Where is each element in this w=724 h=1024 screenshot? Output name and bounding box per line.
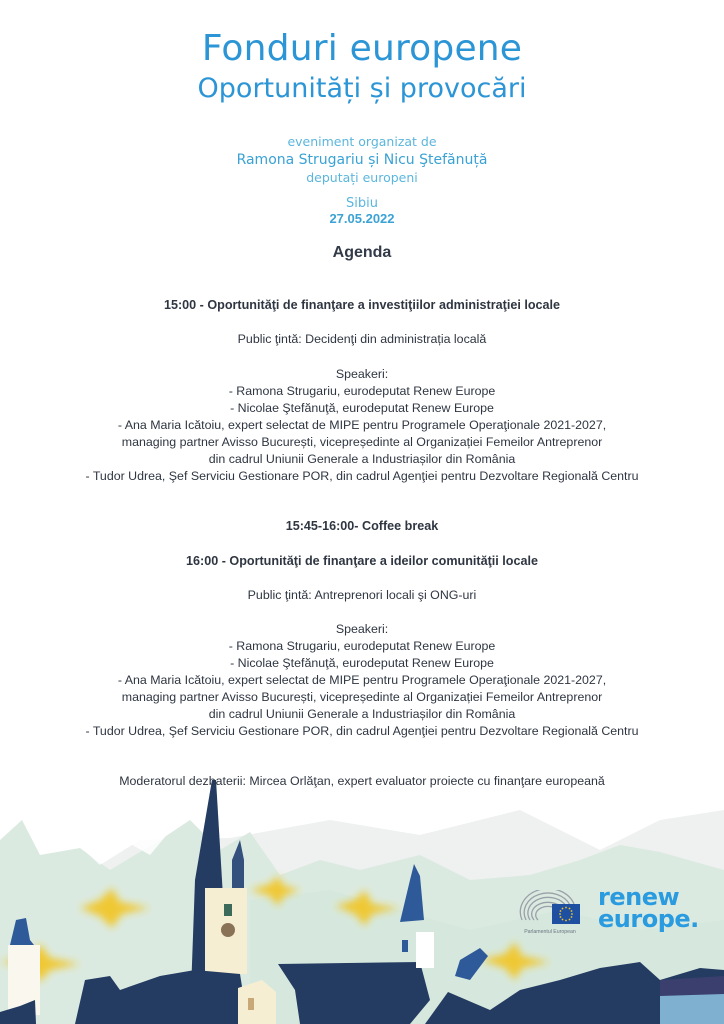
coffee-break: 15:45-16:00- Coffee break	[285, 519, 439, 533]
renew-logo-line-1: renew	[598, 883, 680, 911]
speakers-label: Speakeri:	[335, 367, 389, 381]
speaker-line: din cadrul Uniunii Generale a Industriașilor din România	[208, 452, 516, 466]
organized-by-label: eveniment organizat de	[287, 134, 437, 149]
session-1-heading: 15:00 - Oportunităţi de finanţare a investiţiilor administraţiei locale	[163, 298, 561, 312]
speaker-line: din cadrul Uniunii Generale a Industriașilor din România	[208, 707, 516, 721]
agenda-heading: Agenda	[332, 244, 392, 261]
town-roofs-left	[75, 970, 248, 1024]
speaker-line: - Ana Maria Icătoiu, expert selectat de MIPE pentru Programele Operaţionale 2021-2027,	[117, 418, 607, 432]
speakers-label: Speakeri:	[335, 622, 389, 636]
session-1-audience: Public ţintă: Decidenţi din administrația locală	[237, 332, 487, 346]
speaker-line: - Ramona Strugariu, eurodeputat Renew Europe	[228, 384, 496, 398]
speaker-line: - Nicolae Ştefănuţă, eurodeputat Renew Europe	[230, 656, 494, 670]
european-parliament-logo	[516, 890, 584, 938]
session-2-audience: Public ţintă: Antreprenori locali şi ONG-uri	[247, 588, 477, 602]
speaker-line: - Ana Maria Icătoiu, expert selectat de MIPE pentru Programele Operaţionale 2021-2027,	[117, 673, 607, 687]
organizers-role: deputați europeni	[306, 170, 418, 185]
town-roofs-mid	[278, 962, 430, 1024]
renew-logo-line-2: europe.	[598, 905, 699, 933]
speaker-line: managing partner Avisso București, vicepreședinte al Organizației Femeilor Antreprenor	[121, 690, 603, 704]
speaker-line: - Tudor Udrea, Şef Serviciu Gestionare POR, din cadrul Agenţiei pentru Dezvoltare Regională Centru	[85, 724, 639, 738]
renew-europe-logo	[598, 883, 702, 933]
session-2-heading: 16:00 - Oportunităţi de finanţare a ideilor comunităţii locale	[186, 554, 538, 568]
speaker-line: - Tudor Udrea, Şef Serviciu Gestionare POR, din cadrul Agenţiei pentru Dezvoltare Regională Centru	[85, 469, 639, 483]
title-line-2: Oportunități și provocări	[197, 73, 527, 104]
event-date: 27.05.2022	[329, 211, 395, 226]
speaker-line: managing partner Avisso București, vicepreședinte al Organizației Femeilor Antreprenor	[121, 435, 603, 449]
session-1-speakers	[0, 366, 724, 485]
hemicycle-icon	[516, 890, 584, 930]
moderator-line: Moderatorul dezbaterii: Mircea Orlăţan, expert evaluator proiecte cu finanţare europeană	[119, 774, 605, 788]
speaker-line: - Nicolae Ştefănuţă, eurodeputat Renew Europe	[230, 401, 494, 415]
session-2-speakers	[0, 621, 724, 740]
title-line-1: Fonduri europene	[201, 28, 523, 69]
parliament-label: Parlamentul European	[524, 929, 576, 935]
event-city: Sibiu	[346, 196, 378, 211]
organizers-names: Ramona Strugariu și Nicu Ştefănuță	[236, 152, 488, 168]
speaker-line: - Ramona Strugariu, eurodeputat Renew Europe	[228, 639, 496, 653]
